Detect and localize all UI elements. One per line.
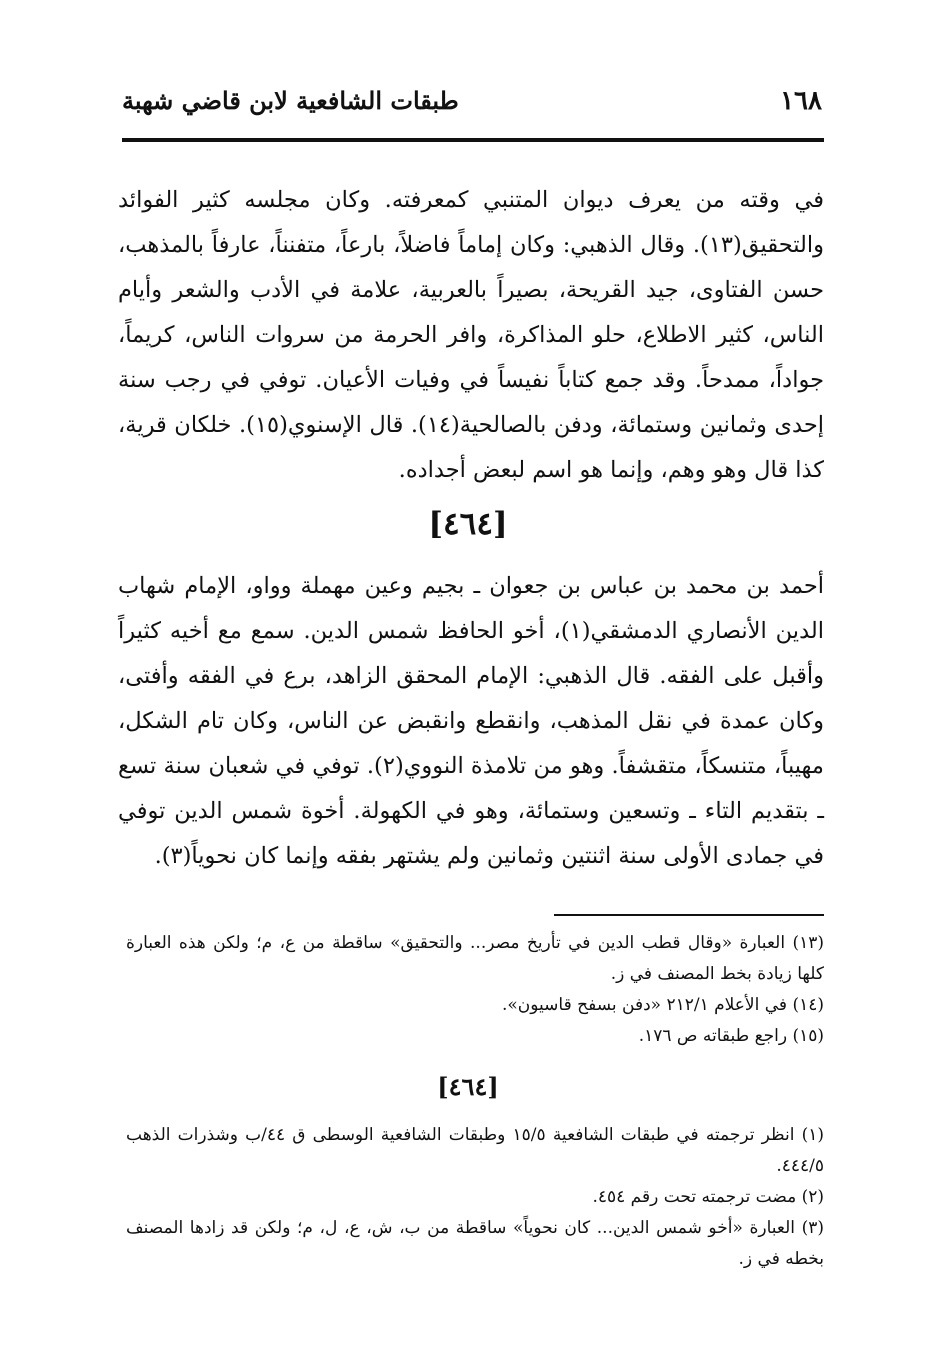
page-number: ١٦٨: [780, 86, 822, 116]
entry-footnotes-block: [126, 1120, 824, 1275]
paragraph: أحمد بن محمد بن عباس بن جعوان ـ بجيم وعين مهملة وواو، الإمام شهاب الدين الأنصاري الدمشقي(١)، أخو الحافظ شمس الدين. سمع مع أخيه كثيراً وأقبل على الفقه. قال الذهبي: الإمام المحقق الزاهد، برع في الفقه وأفتى، وكان عمدة في نقل المذهب، وانقطع وانقبض عن الناس، وكان تام الشكل، مهيباً، متنسكاً، متقشفاً. وهو من تلامذة النووي(٢). توفي في شعبان سنة تسع ـ بتقديم التاء ـ وتسعين وستمائة، وهو في الكهولة. أخوة شمس الدين توفي في جمادى الأولى سنة اثنتين وثمانين ولم يشتهر بفقه وإنما كان نحوياً(٣).: [118, 573, 824, 869]
footnote-entry-heading: [٤٦٤]: [437, 1072, 499, 1101]
footnote-separator: [554, 914, 824, 916]
footnote-14: (١٤) في الأعلام ٢١٢/١ «دفن بسفح قاسيون».: [501, 995, 824, 1015]
entry-text-block: [118, 564, 824, 879]
footnote-2: (٢) مضت ترجمته تحت رقم ٤٥٤.: [592, 1187, 824, 1207]
footnote-13: (١٣) العبارة «وقال قطب الدين في تأريخ مصر... والتحقيق» ساقطة من ع، م؛ ولكن هذه العبارة كلها زيادة بخط المصنف في ز.: [126, 933, 824, 984]
footnotes-block: [126, 928, 824, 1052]
page-header: [122, 84, 822, 124]
header-rule: [122, 138, 824, 142]
entry-number-heading: [٤٦٤]: [428, 506, 508, 542]
main-text-block: [118, 178, 824, 493]
footnote-3: (٣) العبارة «أخو شمس الدين... كان نحوياً» ساقطة من ب، ش، ع، ل، م؛ ولكن قد زادها المصنف بخطه في ز.: [126, 1218, 824, 1269]
paragraph: في وقته من يعرف ديوان المتنبي كمعرفته. وكان مجلسه كثير الفوائد والتحقيق(١٣). وقال الذهبي: وكان إماماً فاضلاً، بارعاً، متفنناً، عارفاً بالمذهب، حسن الفتاوى، جيد القريحة، بصيراً بالعربية، علامة في الأدب والشعر وأيام الناس، كثير الاطلاع، حلو المذاكرة، وافر الحرمة من سروات الناس، كريماً، جواداً، ممدحاً. وقد جمع كتاباً نفيساً في وفيات الأعيان. توفي في رجب سنة إحدى وثمانين وستمائة، ودفن بالصالحية(١٤). قال الإسنوي(١٥). خلكان قرية، كذا قال وهو وهم، وإنما هو اسم لبعض أجداده.: [118, 187, 824, 483]
running-title: طبقات الشافعية لابن قاضي شهبة: [122, 86, 459, 115]
footnote-15: (١٥) راجع طبقاته ص ١٧٦.: [638, 1026, 824, 1046]
footnote-1: (١) انظر ترجمته في طبقات الشافعية ١٥/٥ وطبقات الشافعية الوسطى ق ٤٤/ب وشذرات الذهب ٤٤٤/٥.: [126, 1125, 824, 1176]
